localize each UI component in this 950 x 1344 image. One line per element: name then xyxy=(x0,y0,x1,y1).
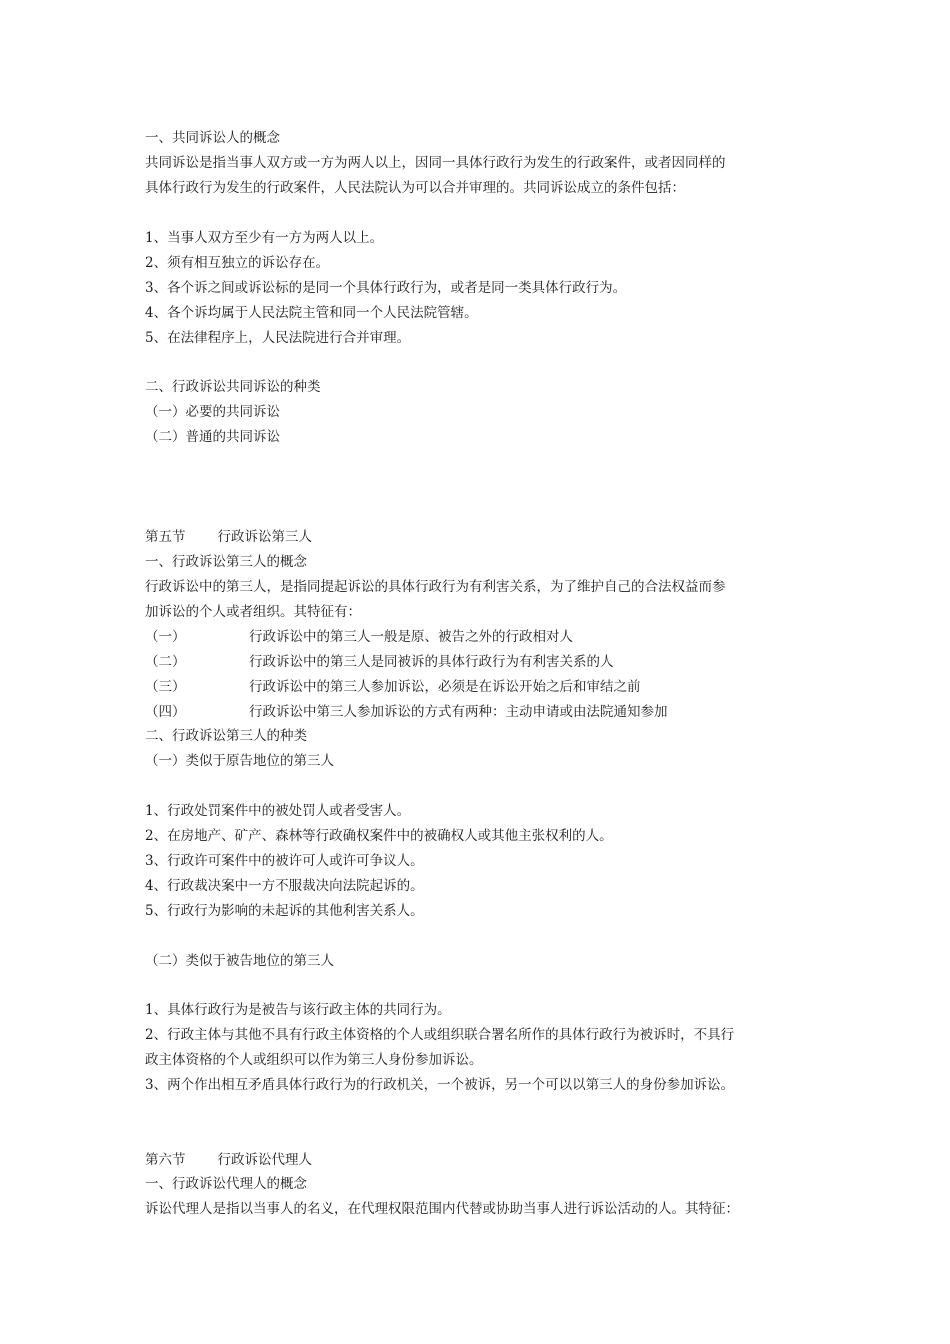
list-item: 4、各个诉均属于人民法院主管和同一个人民法院管辖。 xyxy=(145,305,478,321)
list-text: 行政诉讼中的第三人参加诉讼，必须是在诉讼开始之后和审结之前 xyxy=(249,679,641,695)
list-text: 行政诉讼中第三人参加诉讼的方式有两种：主动申请或由法院通知参加 xyxy=(249,704,668,720)
section-title xyxy=(145,528,312,546)
paragraph-line: 具体行政行为发生的行政案件，人民法院认为可以合并审理的。共同诉讼成立的条件包括： xyxy=(145,180,685,196)
section-number: 第五节 xyxy=(145,529,186,545)
list-item xyxy=(145,653,614,671)
list-item: 2、在房地产、矿产、森林等行政确权案件中的被确权人或其他主张权利的人。 xyxy=(145,828,613,844)
paragraph-line: 加诉讼的个人或者组织。其特征有： xyxy=(145,604,361,620)
section-name: 行政诉讼第三人 xyxy=(217,529,312,545)
list-item: 1、具体行政行为是被告与该行政主体的共同行为。 xyxy=(145,1002,451,1018)
list-marker: （二） xyxy=(145,654,186,670)
list-item: 1、行政处罚案件中的被处罚人或者受害人。 xyxy=(145,803,411,819)
list-item xyxy=(145,703,668,721)
list-item: （一）必要的共同诉讼 xyxy=(145,404,280,420)
paragraph-line: 共同诉讼是指当事人双方或一方为两人以上，因同一具体行政行为发生的行政案件，或者因同样的 xyxy=(145,155,726,171)
list-item: 3、两个作出相互矛盾具体行政行为的行政机关，一个被诉，另一个可以以第三人的身份参加诉讼。 xyxy=(145,1077,735,1093)
list-item xyxy=(145,678,641,696)
list-item: 2、行政主体与其他不具有行政主体资格的个人或组织联合署名所作的具体行政行为被诉时，不具行 xyxy=(145,1027,735,1043)
section-title xyxy=(145,1151,312,1169)
list-marker: （三） xyxy=(145,679,186,695)
section-name: 行政诉讼代理人 xyxy=(217,1152,312,1168)
paragraph-line: 诉讼代理人是指以当事人的名义，在代理权限范围内代替或协助当事人进行诉讼活动的人。其特征： xyxy=(145,1201,739,1217)
heading-co-litigation-types: 二、行政诉讼共同诉讼的种类 xyxy=(145,379,321,395)
heading-third-party-concept: 一、行政诉讼第三人的概念 xyxy=(145,554,307,570)
list-item: 3、行政许可案件中的被许可人或许可争议人。 xyxy=(145,853,424,869)
heading-co-litigant-concept: 一、共同诉讼人的概念 xyxy=(145,130,280,146)
list-text: 行政诉讼中的第三人是同被诉的具体行政行为有利害关系的人 xyxy=(249,654,614,670)
list-item: 5、在法律程序上，人民法院进行合并审理。 xyxy=(145,330,411,346)
list-text: 行政诉讼中的第三人一般是原、被告之外的行政相对人 xyxy=(249,629,573,645)
list-marker: （四） xyxy=(145,704,186,720)
heading-third-party-types: 二、行政诉讼第三人的种类 xyxy=(145,728,307,744)
list-item: 4、行政裁决案中一方不服裁决向法院起诉的。 xyxy=(145,878,424,894)
list-item: 5、行政行为影响的未起诉的其他利害关系人。 xyxy=(145,903,424,919)
heading-agent-concept: 一、行政诉讼代理人的概念 xyxy=(145,1176,307,1192)
list-marker: （一） xyxy=(145,629,186,645)
list-item: 2、须有相互独立的诉讼存在。 xyxy=(145,255,330,271)
list-item-continuation: 政主体资格的个人或组织可以作为第三人身份参加诉讼。 xyxy=(145,1052,483,1068)
list-item: （二）普通的共同诉讼 xyxy=(145,429,280,445)
subheading: （一）类似于原告地位的第三人 xyxy=(145,753,334,769)
section-number: 第六节 xyxy=(145,1152,186,1168)
list-item: 3、各个诉之间或诉讼标的是同一个具体行政行为，或者是同一类具体行政行为。 xyxy=(145,280,627,296)
list-item xyxy=(145,628,573,646)
paragraph-line: 行政诉讼中的第三人，是指同提起诉讼的具体行政行为有利害关系，为了维护自己的合法权益而参 xyxy=(145,579,726,595)
subheading: （二）类似于被告地位的第三人 xyxy=(145,953,334,969)
list-item: 1、当事人双方至少有一方为两人以上。 xyxy=(145,230,384,246)
